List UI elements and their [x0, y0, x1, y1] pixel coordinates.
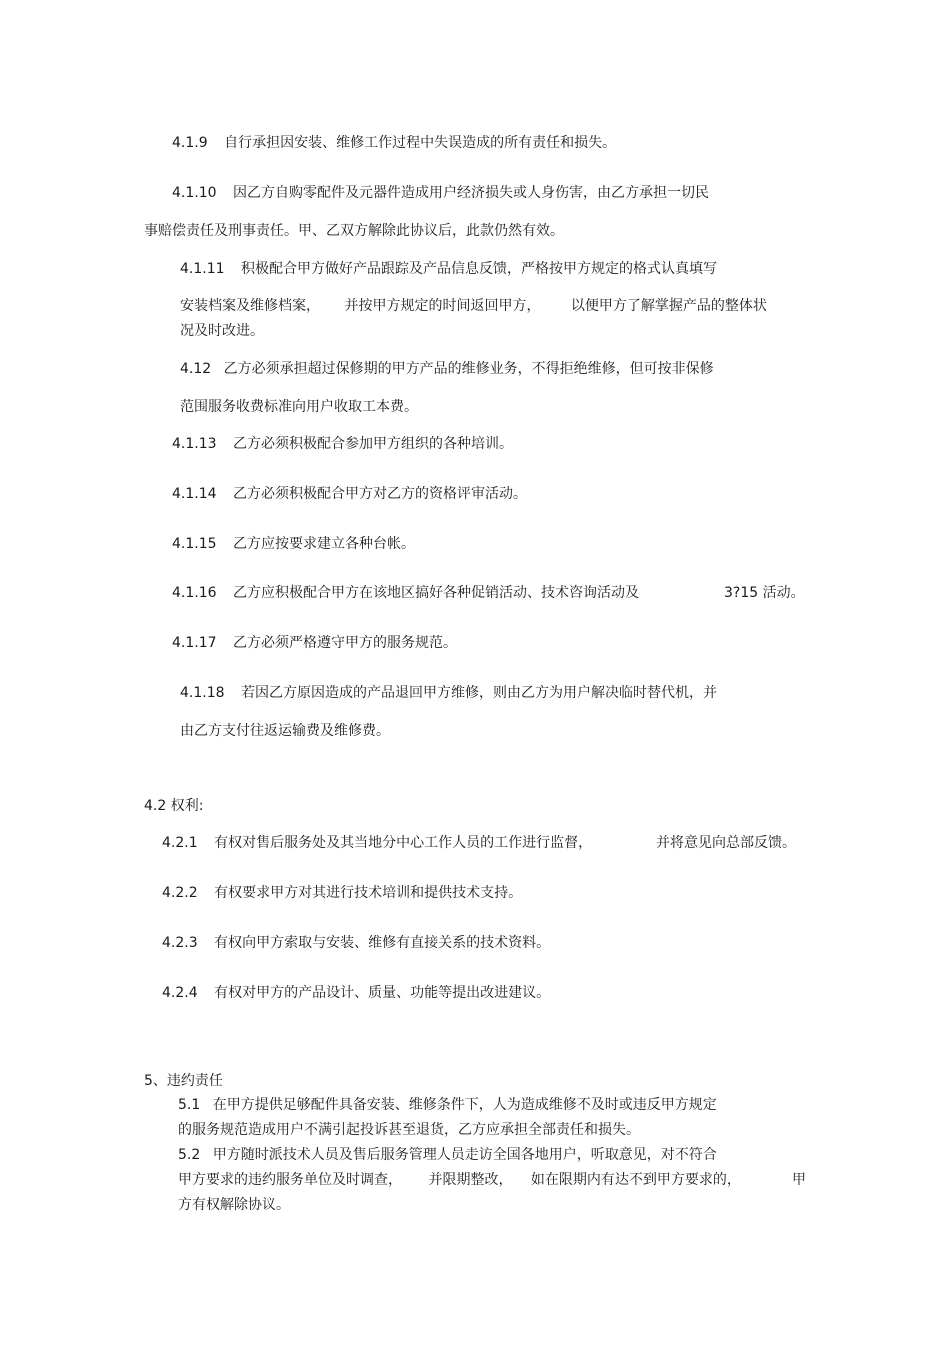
- clause-5-2-line2: [178, 1171, 741, 1189]
- clause-text: 因乙方自购零配件及元器件造成用户经济损失或人身伤害，由乙方承担一切民: [232, 185, 709, 201]
- clause-text: 有权对售后服务处及其当地分中心工作人员的工作进行监督，: [214, 835, 593, 851]
- clause-text: 甲方随时派技术人员及售后服务管理人员走访全国各地用户，听取意见，对不符合: [212, 1147, 717, 1163]
- clause-4-1-17: [172, 634, 457, 652]
- clause-number: 4.1.11: [180, 261, 225, 277]
- clause-number: 4.1.9: [172, 135, 208, 151]
- clause-number: 4.2.1: [162, 835, 198, 851]
- clause-text-part: 甲方要求的违约服务单位及时调查，: [178, 1172, 402, 1188]
- clause-text-part: 以便甲方了解掌握产品的整体状: [570, 298, 767, 314]
- clause-4-1-18-line1: [180, 684, 717, 702]
- clause-5-2-line1: [178, 1146, 717, 1164]
- clause-4-1-15: [172, 535, 415, 553]
- clause-number: 5.1: [178, 1097, 201, 1113]
- section-heading-5: 5、违约责任: [144, 1073, 223, 1089]
- clause-text: 在甲方提供足够配件具备安装、维修条件下，人为造成维修不及时或违反甲方规定: [212, 1097, 717, 1113]
- clause-number: 5.2: [178, 1147, 201, 1163]
- clause-4-2-4: [162, 984, 550, 1002]
- clause-5-2-line3: 方有权解除协议。: [178, 1197, 290, 1213]
- clause-4-1-18-line2: 由乙方支付往返运输费及维修费。: [180, 723, 390, 739]
- clause-4-2-3: [162, 934, 550, 952]
- clause-text: 积极配合甲方做好产品跟踪及产品信息反馈，严格按甲方规定的格式认真填写: [240, 261, 717, 277]
- clause-4-1-16: [172, 584, 639, 602]
- clause-text: 乙方必须积极配合甲方对乙方的资格评审活动。: [232, 486, 527, 502]
- clause-4-1-10-line2: 事赔偿责任及刑事责任。甲、乙双方解除此协议后，此款仍然有效。: [144, 223, 564, 239]
- clause-number: 4.12: [180, 361, 212, 377]
- clause-text: 乙方应积极配合甲方在该地区搞好各种促销活动、技术咨询活动及: [232, 585, 639, 601]
- clause-number: 4.1.17: [172, 635, 217, 651]
- clause-4-1-14: [172, 485, 527, 503]
- clause-text: 若因乙方原因造成的产品退回甲方维修，则由乙方为用户解决临时替代机，并: [240, 685, 717, 701]
- clause-5-1-line1: [178, 1096, 717, 1114]
- clause-text-part: 如在限期内有达不到甲方要求的，: [530, 1172, 741, 1188]
- clause-text: 有权向甲方索取与安装、维修有直接关系的技术资料。: [214, 935, 551, 951]
- section-heading-4-2: 4.2 权利:: [144, 798, 204, 814]
- clause-text: 自行承担因安装、维修工作过程中失误造成的所有责任和损失。: [224, 135, 617, 151]
- clause-text: 乙方应按要求建立各种台帐。: [232, 536, 415, 552]
- clause-4-1-11-line3: 况及时改进。: [180, 323, 264, 339]
- clause-text-part: 并按甲方规定的时间返回甲方，: [344, 298, 541, 314]
- clause-5-2-line2-tail: 甲: [792, 1172, 806, 1188]
- clause-text: 乙方必须承担超过保修期的甲方产品的维修业务，不得拒绝维修，但可按非保修: [223, 361, 714, 377]
- clause-number: 4.1.18: [180, 685, 225, 701]
- clause-number: 4.1.16: [172, 585, 217, 601]
- clause-number: 4.2.3: [162, 935, 198, 951]
- clause-4-12-line1: [180, 360, 714, 378]
- clause-text: 乙方必须严格遵守甲方的服务规范。: [232, 635, 457, 651]
- clause-4-2-1-tail: 并将意见向总部反馈。: [656, 835, 796, 851]
- clause-text-part: 并限期整改，: [428, 1172, 513, 1188]
- clause-text: 有权对甲方的产品设计、质量、功能等提出改进建议。: [214, 985, 551, 1001]
- clause-4-1-16-tail: 3?15 活动。: [724, 585, 805, 601]
- clause-number: 4.2.4: [162, 985, 198, 1001]
- clause-4-1-11-line2: [180, 297, 767, 315]
- clause-4-12-line2: 范围服务收费标准向用户收取工本费。: [180, 399, 418, 415]
- clause-number: 4.1.13: [172, 436, 217, 452]
- clause-4-1-9: [172, 134, 616, 152]
- clause-number: 4.2.2: [162, 885, 198, 901]
- clause-number: 4.1.14: [172, 486, 217, 502]
- clause-4-1-11-line1: [180, 260, 717, 278]
- clause-number: 4.1.10: [172, 185, 217, 201]
- clause-4-1-10-line1: [172, 184, 709, 202]
- clause-4-2-2: [162, 884, 522, 902]
- clause-5-1-line2: 的服务规范造成用户不满引起投诉甚至退货，乙方应承担全部责任和损失。: [178, 1122, 640, 1138]
- clause-4-2-1: [162, 834, 592, 852]
- clause-text: 有权要求甲方对其进行技术培训和提供技术支持。: [214, 885, 523, 901]
- clause-4-1-13: [172, 435, 513, 453]
- clause-text: 乙方必须积极配合参加甲方组织的各种培训。: [232, 436, 513, 452]
- clause-number: 4.1.15: [172, 536, 217, 552]
- clause-text-part: 安装档案及维修档案，: [180, 298, 320, 314]
